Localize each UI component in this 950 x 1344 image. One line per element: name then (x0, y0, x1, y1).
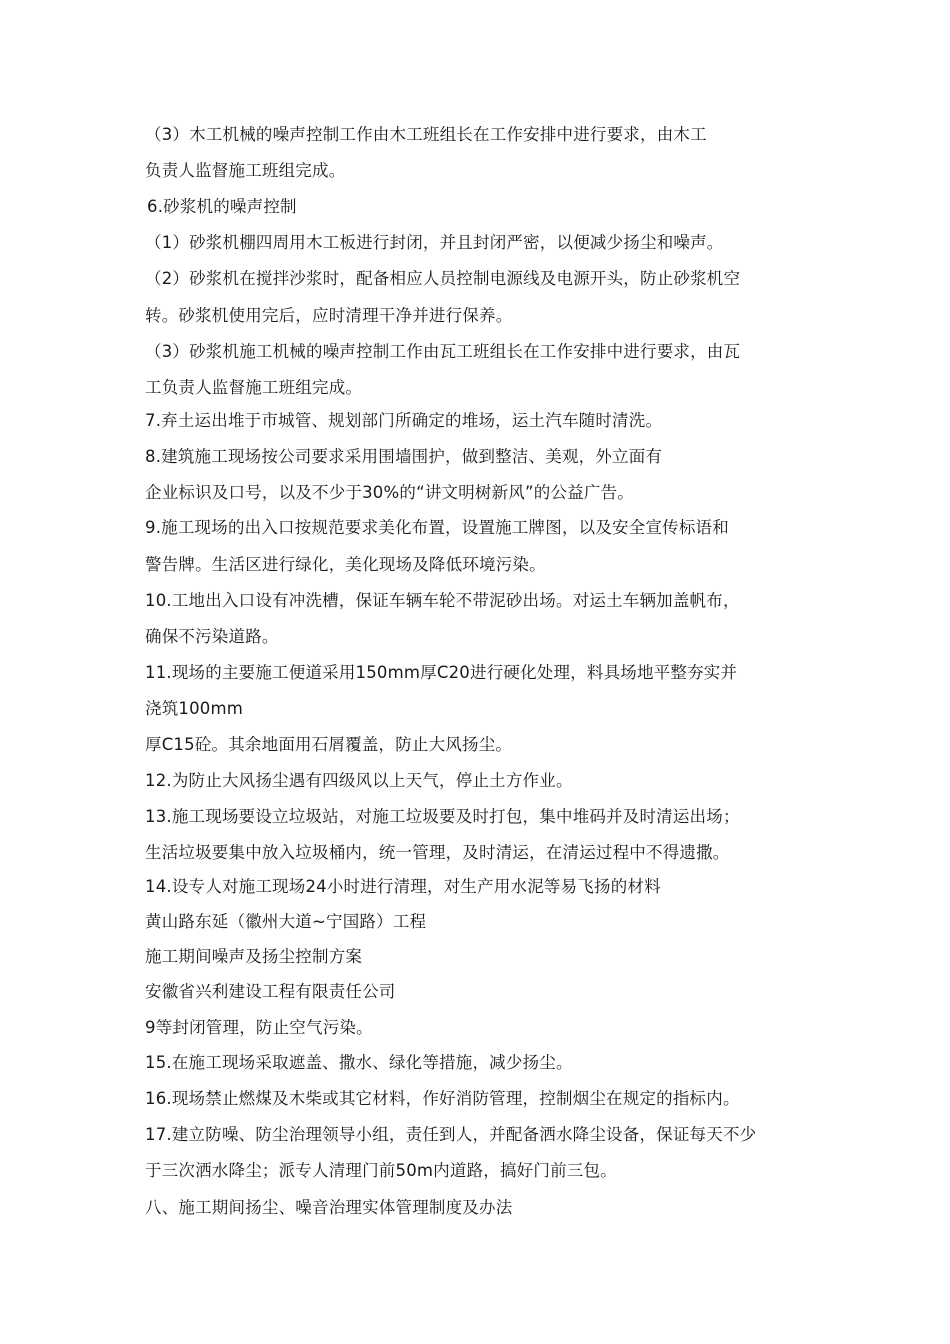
paragraph-line: （1）砂浆机棚四周用木工板进行封闭，并且封闭严密，以便减少扬尘和噪声。 (145, 233, 724, 252)
paragraph-line: 12.为防止大风扬尘遇有四级风以上天气，停止土方作业。 (145, 771, 573, 790)
paragraph-line: 10.工地出入口设有冲洗槽，保证车辆车轮不带泥砂出场。对运土车辆加盖帆布， (145, 591, 740, 610)
paragraph-line: 企业标识及口号，以及不少于30%的“讲文明树新风”的公益广告。 (145, 483, 634, 502)
paragraph-line: 生活垃圾要集中放入垃圾桶内，统一管理，及时清运，在清运过程中不得遗撒。 (145, 843, 730, 862)
paragraph-line: 浇筑100mm (145, 699, 244, 718)
paragraph-line: 15.在施工现场采取遮盖、撒水、绿化等措施，减少扬尘。 (145, 1053, 573, 1072)
chapter-heading: 八、施工期间扬尘、噪音治理实体管理制度及办法 (145, 1198, 513, 1217)
paragraph-line: 17.建立防噪、防尘治理领导小组，责任到人，并配备洒水降尘设备，保证每天不少 (145, 1125, 757, 1144)
header-company-name: 安徽省兴利建设工程有限责任公司 (145, 982, 396, 1001)
paragraph-line: 厚C15砼。其余地面用石屑覆盖，防止大风扬尘。 (145, 735, 513, 754)
paragraph-line: 负责人监督施工班组完成。 (145, 161, 346, 180)
paragraph-line: （3）木工机械的噪声控制工作由木工班组长在工作安排中进行要求，由木工 (145, 125, 707, 144)
paragraph-line: 9等封闭管理，防止空气污染。 (145, 1018, 373, 1037)
paragraph-line: 13.施工现场要设立垃圾站，对施工垃圾要及时打包，集中堆码并及时清运出场； (145, 807, 740, 826)
paragraph-line: 工负责人监督施工班组完成。 (145, 378, 363, 397)
paragraph-line: 14.设专人对施工现场24小时进行清理，对生产用水泥等易飞扬的材料 (145, 877, 661, 896)
paragraph-line: （3）砂浆机施工机械的噪声控制工作由瓦工班组长在工作安排中进行要求，由瓦 (145, 342, 741, 361)
paragraph-line: （2）砂浆机在搅拌沙浆时，配备相应人员控制电源线及电源开头，防止砂浆机空 (145, 269, 741, 288)
paragraph-line: 7.弃土运出堆于市城管、规划部门所确定的堆场，运土汽车随时清洗。 (145, 411, 663, 430)
section-heading: 6.砂浆机的噪声控制 (147, 197, 297, 216)
paragraph-line: 11.现场的主要施工便道采用150mm厚C20进行硬化处理，料具场地平整夯实并 (145, 663, 738, 682)
paragraph-line: 转。砂浆机使用完后，应时清理干净并进行保养。 (145, 306, 513, 325)
paragraph-line: 警告牌。生活区进行绿化，美化现场及降低环境污染。 (145, 555, 546, 574)
paragraph-line: 16.现场禁止燃煤及木柴或其它材料，作好消防管理，控制烟尘在规定的指标内。 (145, 1089, 740, 1108)
paragraph-line: 确保不污染道路。 (145, 627, 279, 646)
header-document-title: 施工期间噪声及扬尘控制方案 (145, 947, 363, 966)
paragraph-line: 8.建筑施工现场按公司要求采用围墙围护，做到整洁、美观，外立面有 (145, 447, 663, 466)
paragraph-line: 9.施工现场的出入口按规范要求美化布置，设置施工牌图，以及安全宣传标语和 (145, 518, 729, 537)
header-project-title: 黄山路东延（徽州大道~宁国路）工程 (145, 912, 427, 931)
paragraph-line: 于三次洒水降尘；派专人清理门前50m内道路，搞好门前三包。 (145, 1161, 617, 1180)
